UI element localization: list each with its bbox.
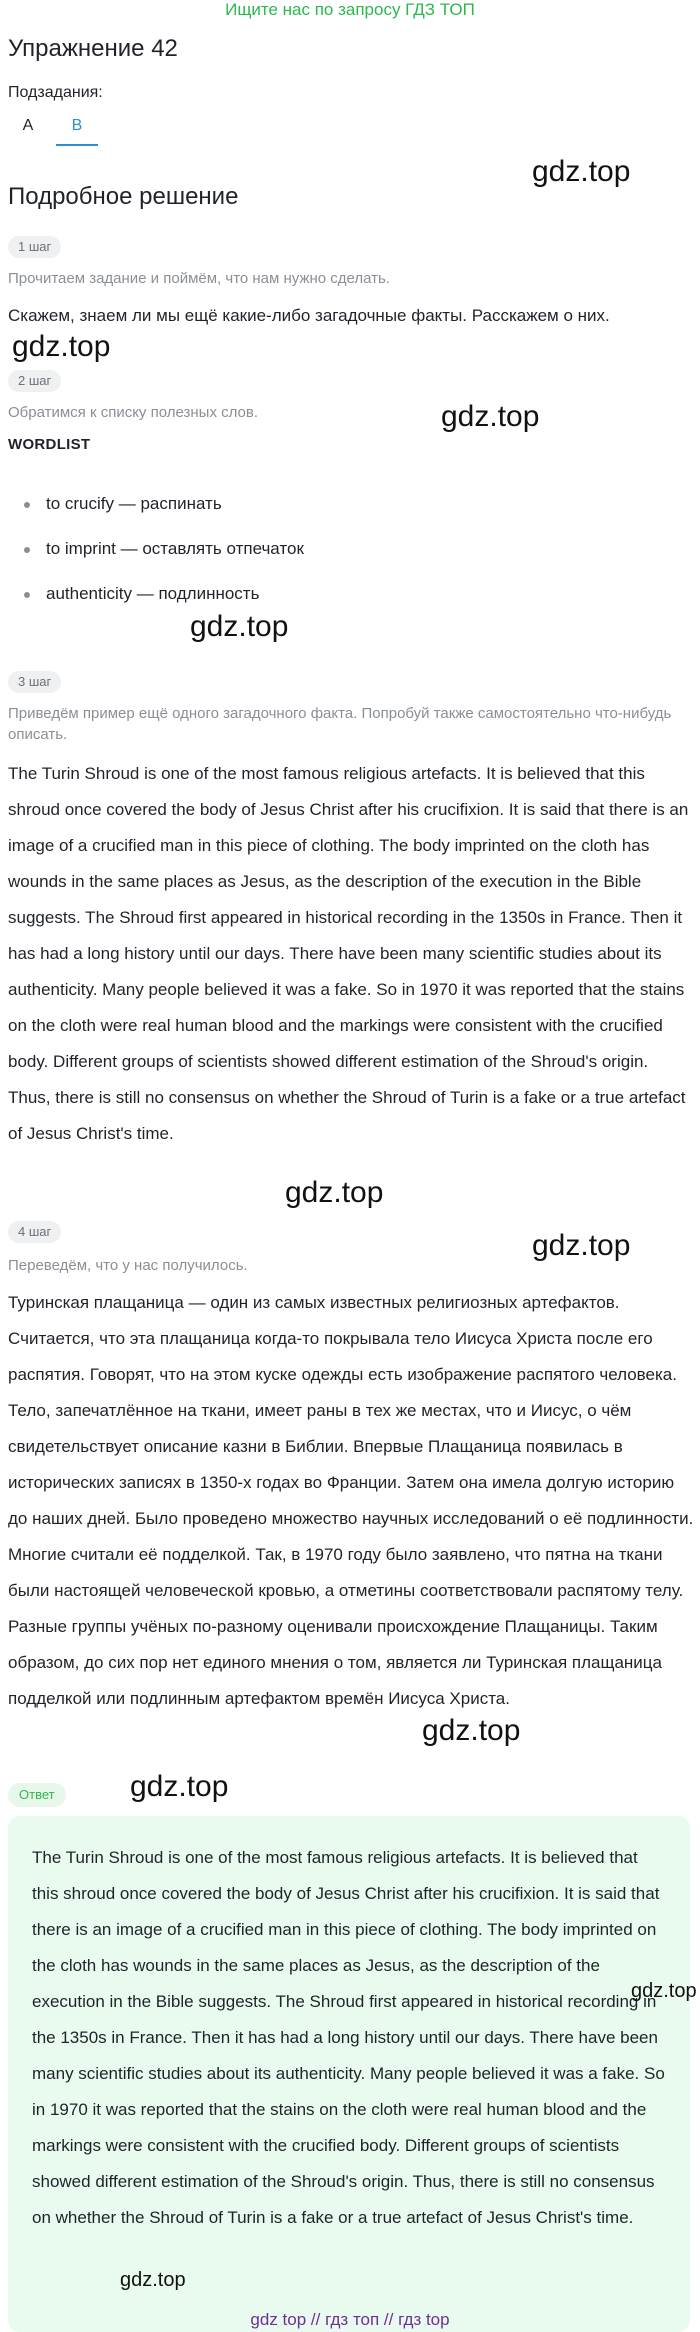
subtasks-label: Подзадания: — [8, 84, 103, 101]
watermark: gdz.top — [532, 155, 631, 188]
watermark: gdz.top — [190, 610, 289, 643]
watermark: gdz.top — [285, 1176, 384, 1209]
watermark: gdz.top — [441, 400, 540, 433]
tab-b-active[interactable]: B — [56, 108, 98, 146]
wordlist-title: WORDLIST — [8, 436, 91, 453]
watermark: gdz.top — [631, 1980, 697, 2002]
exercise-title: Упражнение 42 — [8, 35, 178, 62]
watermark: gdz.top — [12, 330, 111, 363]
bullet-dot — [24, 547, 30, 553]
watermark: gdz.top — [120, 2269, 186, 2291]
watermark: gdz.top — [422, 1714, 521, 1747]
step-2-hint: Обратимся к списку полезных слов. — [8, 404, 259, 421]
top-banner: Ищите нас по запросу ГДЗ ТОП — [225, 0, 475, 19]
step-4-text: Туринская плащаница — один из самых известных религиозных артефактов. Считается, что эта плащаница когда-то покрывала тело Иисуса Христа после его распятия. Говорят, что на этом куске одежды есть изображение распятого человека. Тело, запечатлённое на ткани, имеет раны в тех же местах, что и Иисус, о чём свидетельствует описание казни в Библии. Впервые Плащаница появилась в исторических записях в 1350-х годах во Франции. Затем она имела долгую историю до наших дней. Было проведено множество научных исследований о её подлинности. Многие считали её подделкой. Так, в 1970 году было заявлено, что пятна на ткани были настоящей человеческой кровью, а отметины соответствовали распятому телу. Разные группы учёных по-разному оценивали происхождение Плащаницы. Таким образом, до сих пор нет единого мнения о том, является ли Туринская плащаница подделкой или подлинным артефактом времён Иисуса Христа. — [8, 1293, 694, 1708]
step-4-hint: Переведём, что у нас получилось. — [8, 1257, 248, 1274]
step-3-hint: Приведём пример ещё одного загадочного факта. Попробуй также самостоятельно что-нибудь описать. — [8, 705, 672, 743]
answer-badge: Ответ — [8, 1783, 66, 1807]
tab-a[interactable]: A — [22, 117, 34, 134]
word-text: authenticity — подлинность — [46, 584, 260, 603]
word-item — [24, 492, 222, 516]
watermark: gdz.top — [532, 1229, 631, 1262]
word-item — [24, 537, 304, 561]
bullet-dot — [24, 592, 30, 598]
step-badge-2: 2 шаг — [8, 370, 61, 392]
bullet-dot — [24, 502, 30, 508]
footer-links[interactable]: gdz top // гдз топ // гдз top — [250, 2310, 450, 2329]
answer-text: The Turin Shroud is one of the most famous religious artefacts. It is believed that this shroud once covered the body of Jesus Christ after his crucifixion. It is said that there is an image of a crucified man in this piece of clothing. The body imprinted on the cloth has wounds in the same places as Jesus, as the description of the execution in the Bible suggests. The Shroud first appeared in historical recording in the 1350s in France. Then it has had a long history until our days. There have been many scientific studies about its authenticity. Many people believed it was a fake. So in 1970 it was reported that the stains on the cloth were real human blood and the markings were consistent with the crucified body. Different groups of scientists showed different estimation of the Shroud's origin. Thus, there is still no consensus on whether the Shroud of Turin is a fake or a true artefact of Jesus Christ's time. — [32, 1848, 665, 2227]
step-3-text: The Turin Shroud is one of the most famous religious artefacts. It is believed that this shroud once covered the body of Jesus Christ after his crucifixion. It is said that there is an image of a crucified man in this piece of clothing. The body imprinted on the cloth has wounds in the same places as Jesus, as the description of the execution in the Bible suggests. The Shroud first appeared in historical recording in the 1350s in France. Then it has had a long history until our days. There have been many scientific studies about its authenticity. Many people believed it was a fake. So in 1970 it was reported that the stains on the cloth were real human blood and the markings were consistent with the crucified body. Different groups of scientists showed different estimation of the Shroud's origin. Thus, there is still no consensus on whether the Shroud of Turin is a fake or a true artefact of Jesus Christ's time. — [8, 764, 689, 1143]
step-badge-3: 3 шаг — [8, 671, 61, 693]
step-badge-4: 4 шаг — [8, 1221, 61, 1243]
section-title: Подробное решение — [8, 183, 239, 210]
word-item — [24, 582, 259, 606]
word-text: to crucify — распинать — [46, 494, 222, 513]
watermark: gdz.top — [130, 1770, 229, 1803]
step-badge-1: 1 шаг — [8, 236, 61, 258]
step-1-hint: Прочитаем задание и поймём, что нам нужно сделать. — [8, 270, 391, 287]
step-1-text: Скажем, знаем ли мы ещё какие-либо загадочные факты. Расскажем о них. — [8, 306, 610, 325]
word-text: to imprint — оставлять отпечаток — [46, 539, 304, 558]
